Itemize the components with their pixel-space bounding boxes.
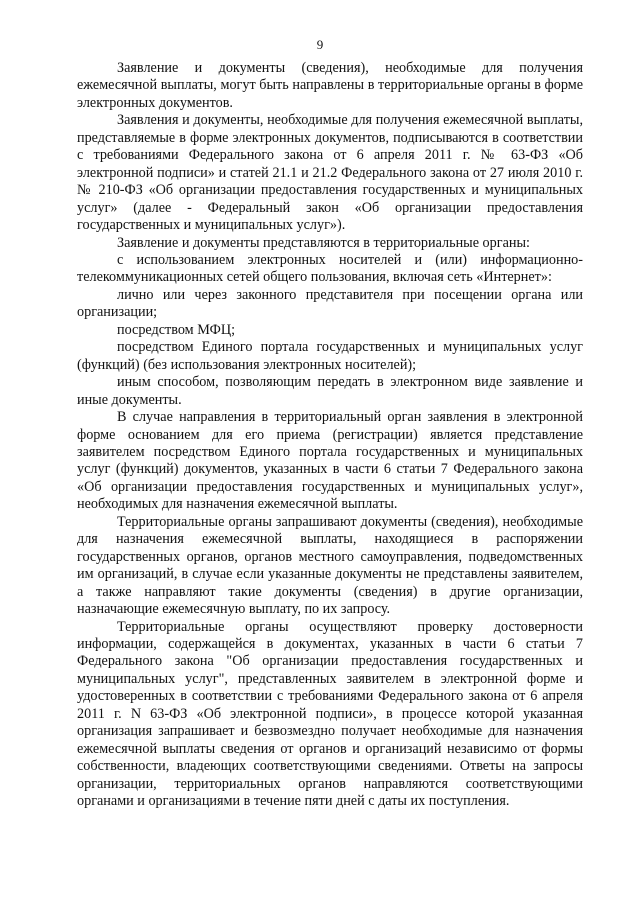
paragraph-verification: Территориальные органы осуществляют проверку достоверности информации, содержащейся в документах, указанных в части 6 статьи 7 Федерального закона "Об организации предоставления государственных и муниципальных услуг", представленных заявителем в электронной форме и удостоверенных в соответствии с требованиями Федерального закона от 6 апреля 2011 г. N 63-ФЗ «Об электронной подписи», в процессе которой указанная организация запрашивает и безвозмездно получает необходимые для назначения ежемесячной выплаты сведения от органов и организаций независимо от формы собственности, владеющих соответствующими сведениями. Ответы на запросы организации, территориальных органов направляются соответствующими органами и организациями в течение пяти дней с даты их поступления.: [77, 618, 583, 810]
paragraph-method-other: иным способом, позволяющим передать в электронном виде заявление и иные документы.: [77, 374, 583, 408]
paragraph-electronic-submission: Заявление и документы (сведения), необходимые для получения ежемесячной выплаты, могут быть направлены в территориальные органы в форме электронных документов.: [77, 60, 583, 111]
page-number: 9: [316, 37, 324, 52]
paragraph-method-mfc: посредством МФЦ;: [117, 321, 236, 338]
paragraph-method-in-person: лично или через законного представителя при посещении органа или организации;: [77, 286, 583, 321]
paragraph-method-unified-portal: посредством Единого портала государственных и муниципальных услуг (функций) (без использования электронных носителей);: [77, 339, 583, 373]
paragraph-registration-basis: В случае направления в территориальный орган заявления в электронной форме основанием для его приема (регистрации) является представление заявителем посредством Единого портала государственных и муниципальных услуг (функций) документов, указанных в части 6 статьи 7 Федерального закона «Об организации предоставления государственных и муниципальных услуг», необходимых для назначения ежемесячной выплаты.: [77, 409, 583, 513]
paragraph-submission-methods-intro: Заявление и документы представляются в территориальные органы:: [117, 234, 530, 251]
paragraph-electronic-signature: Заявления и документы, необходимые для получения ежемесячной выплаты, представляемые в форме электронных документов, подписываются в соответствии с требованиями Федерального закона от 6 апреля 2011 г. № 63-ФЗ «Об электронной подписи» и статей 21.1 и 21.2 Федерального закона от 27 июля 2010 г. № 210-ФЗ «Об организации предоставления государственных и муниципальных услуг» (далее - Федеральный закон «Об организации предоставления государственных и муниципальных услуг»).: [77, 112, 583, 234]
paragraph-document-requests: Территориальные органы запрашивают документы (сведения), необходимые для назначения ежемесячной выплаты, находящиеся в распоряжении государственных органов, органов местного самоуправления, подведомственных им организаций, в случае если указанные документы не представлены заявителем, а также направляют такие документы (сведения) в другие организации, назначающие ежемесячную выплату, по их запросу.: [77, 513, 583, 618]
paragraph-method-electronic-media: с использованием электронных носителей и (или) информационно-телекоммуникационных сетей общего пользования, включая сеть «Интернет»:: [77, 251, 583, 286]
document-body: [77, 60, 583, 810]
